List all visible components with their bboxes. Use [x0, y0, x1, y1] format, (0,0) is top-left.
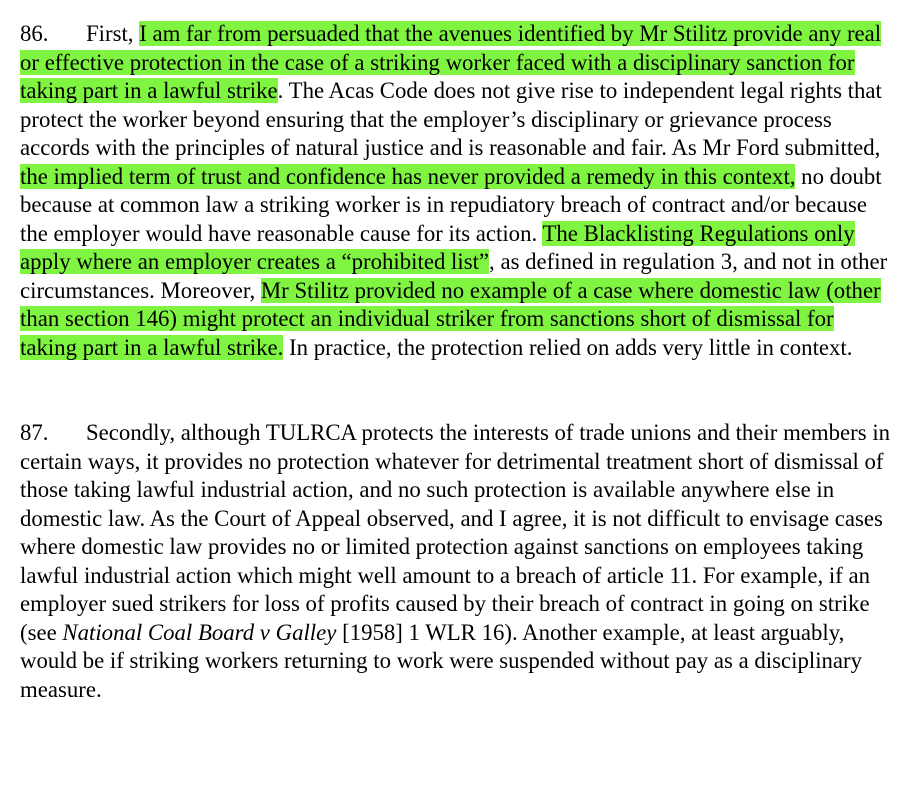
paragraph-number: 86.	[20, 21, 49, 46]
highlighted-text: the implied term of trust and confidence has never provided a remedy in this context,	[20, 163, 796, 189]
paragraph-87	[20, 419, 892, 704]
text-segment: In practice, the protection relied on adds very little in context.	[283, 334, 853, 360]
text-segment: no doubt because at common law a striking worker is in repudiatory breach of contract and/or because the employer would have reasonable cause for its action.	[20, 163, 882, 246]
case-citation: National Coal Board v Galley	[62, 619, 337, 645]
paragraph-86	[20, 20, 892, 362]
highlighted-text: The Blacklisting Regulations only apply where an employer creates a “prohibited list”	[20, 220, 855, 274]
text-segment: Secondly, although TULRCA protects the interests of trade unions and their members in certain ways, it provides no protection whatever for detrimental treatment short of dismissal of those taking lawful industrial action, and no such protection is available anywhere else in domestic law. As the Court of Appeal observed, and I agree, it is not difficult to envisage cases where domestic law provides no or limited protection against sanctions on employees taking lawful industrial action which might well amount to a breach of article 11. For example, if an employer sued strikers for loss of profits caused by their breach of contract in going on strike (see	[20, 420, 891, 645]
highlighted-text: Mr Stilitz provided no example of a case where domestic law (other than section 146) might protect an individual striker from sanctions short of dismissal for taking part in a lawful strike.	[20, 277, 881, 360]
judgment-excerpt	[20, 20, 892, 704]
text-segment: . The Acas Code does not give rise to independent legal rights that protect the worker beyond ensuring that the employer’s disciplinary or grievance process accords with the principles of natural justice and is reasonable and fair. As Mr Ford submitted,	[20, 78, 882, 160]
highlighted-text: I am far from persuaded that the avenues identified by Mr Stilitz provide any real or effective protection in the case of a striking worker faced with a disciplinary sanction for taking part in a lawful strike	[20, 21, 882, 103]
text-segment: [1958] 1 WLR 16). Another example, at least arguably, would be if striking workers returning to work were suspended without pay as a disciplinary measure.	[20, 619, 863, 702]
paragraph-number: 87.	[20, 420, 49, 445]
text-segment: , as defined in regulation 3, and not in other circumstances. Moreover,	[20, 249, 888, 303]
text-segment: First,	[86, 21, 140, 46]
